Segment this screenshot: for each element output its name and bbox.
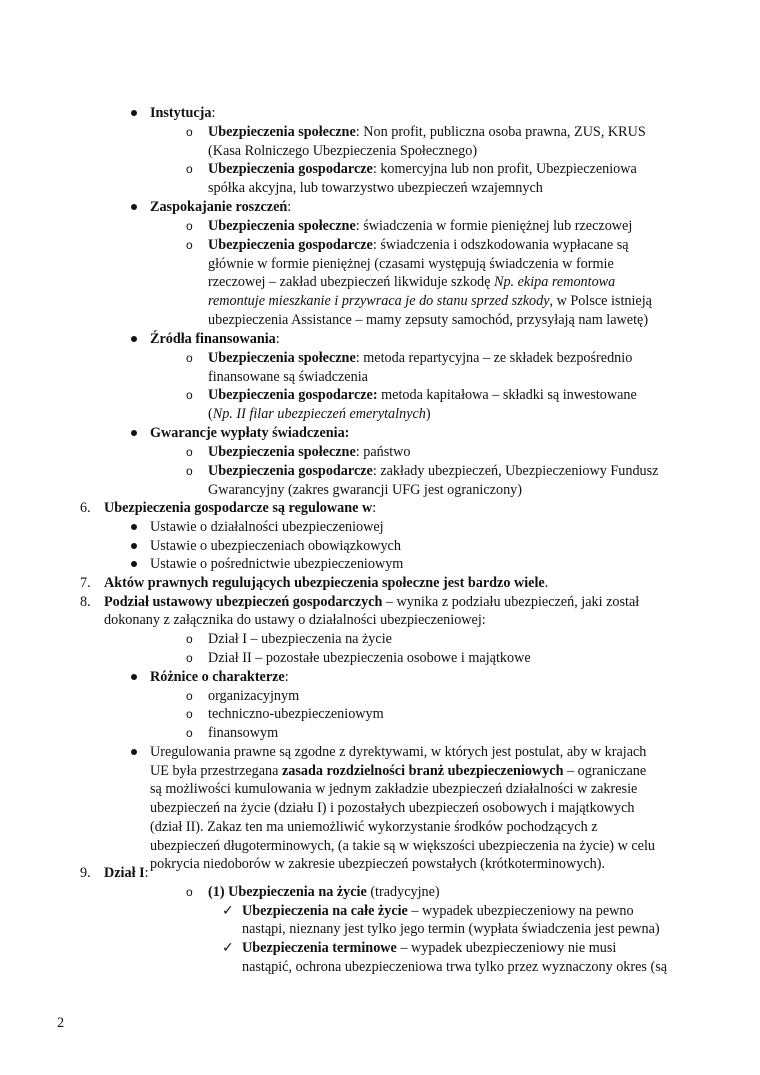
text-line: Ubezpieczenia gospodarcze: zakłady ubezpieczeń, Ubezpieczeniowy Fundusz	[208, 463, 659, 479]
checkmark-icon: ✓	[222, 903, 234, 919]
text-line: Ubezpieczenia społeczne: Non profit, publiczna osoba prawna, ZUS, KRUS	[208, 124, 646, 140]
text-line: pokrycia niedoborów w zakresie ubezpieczeń powstałych (krótkoterminowych).	[150, 856, 606, 872]
text-line: nastąpić, ochrona ubezpieczeniowa trwa tylko przez wyznaczony okres (są	[242, 959, 668, 975]
text-line: Ubezpieczenia społeczne: świadczenia w formie pieniężnej lub rzeczowej	[208, 218, 633, 234]
heading-item-8: Podział ustawowy ubezpieczeń gospodarczych – wynika z podziału ubezpieczeń, jaki został	[104, 594, 640, 610]
sub-bullet-circle: o	[186, 445, 193, 459]
sub-bullet-circle: o	[186, 388, 193, 402]
text-line: ubezpieczeń długoterminowych, (a takie są w większości ubezpieczenia na życie) w celu	[150, 838, 656, 854]
text-line: Ubezpieczenia gospodarcze: komercyjna lub non profit, Ubezpieczeniowa	[208, 161, 637, 177]
text-line: (dział II). Zakaz ten ma uniemożliwić wykorzystanie środków pochodzących z	[150, 819, 598, 835]
sub-bullet-circle: o	[186, 632, 193, 646]
sub-bullet-circle: o	[186, 689, 193, 703]
text-line: ubezpieczenia Assistance – mamy zepsuty samochód, przysyłają nam lawetę)	[208, 312, 649, 328]
text-line: (Np. II filar ubezpieczeń emerytalnych)	[208, 406, 431, 422]
text-line: Ubezpieczenia gospodarcze: metoda kapitałowa – składki są inwestowane	[208, 387, 637, 403]
heading-item-7: Aktów prawnych regulujących ubezpieczenia społeczne jest bardzo wiele.	[104, 575, 549, 591]
text-line: (Kasa Rolniczego Ubezpieczenia Społecznego)	[208, 143, 478, 159]
text-line: Dział I – ubezpieczenia na życie	[208, 631, 392, 647]
text-line: Ubezpieczenia społeczne: metoda repartycyjna – ze składek bezpośrednio	[208, 350, 633, 366]
heading-zaspokajanie: Zaspokajanie roszczeń:	[150, 199, 292, 215]
text-line: głównie w formie pieniężnej (czasami występują świadczenia w formie	[208, 256, 614, 272]
sub-bullet-circle: o	[186, 125, 193, 139]
text-line: finansowane są świadczenia	[208, 369, 368, 385]
bullet-dot	[131, 524, 137, 530]
sub-bullet-circle: o	[186, 351, 193, 365]
bullet-dot	[131, 674, 137, 680]
text-line: spółka akcyjna, lub towarzystwo ubezpieczeń wzajemnych	[208, 180, 543, 196]
text-line: są możliwości kumulowania w jednym zakładzie ubezpieczeń działalności w zakresie	[150, 781, 638, 797]
sub-bullet-circle: o	[186, 219, 193, 233]
text-line: finansowym	[208, 725, 279, 741]
text-line: Ustawie o działalności ubezpieczeniowej	[150, 519, 384, 535]
list-number: 8.	[80, 594, 91, 610]
bullet-dot	[131, 749, 137, 755]
text-line: Gwarancyjny (zakres gwarancji UFG jest ograniczony)	[208, 482, 522, 498]
text-line: rzeczowej – zakład ubezpieczeń likwiduje szkodę Np. ekipa remontowa	[208, 274, 616, 290]
text-line: techniczno-ubezpieczeniowym	[208, 706, 384, 722]
heading-instytucja: Instytucja:	[150, 105, 216, 121]
page-number: 2	[57, 1015, 65, 1031]
text-line: Dział II – pozostałe ubezpieczenia osobowe i majątkowe	[208, 650, 531, 666]
text-line: UE była przestrzegana zasada rozdzielności branż ubezpieczeniowych – ograniczane	[150, 763, 647, 779]
checkmark-icon: ✓	[222, 940, 234, 956]
text-line: Ustawie o ubezpieczeniach obowiązkowych	[150, 538, 401, 554]
sub-bullet-circle: o	[186, 885, 193, 899]
heading-gwarancje: Gwarancje wypłaty świadczenia:	[150, 425, 350, 441]
text-line: remontuje mieszkanie i przywraca je do stanu sprzed szkody, w Polsce istnieją	[208, 293, 652, 309]
list-number: 6.	[80, 500, 91, 516]
bullet-dot	[131, 110, 137, 116]
bullet-dot	[131, 430, 137, 436]
heading-item-6: Ubezpieczenia gospodarcze są regulowane w:	[104, 500, 377, 516]
heading-item-9: Dział I:	[104, 865, 149, 881]
sub-bullet-circle: o	[186, 464, 193, 478]
list-number: 7.	[80, 575, 91, 591]
text-line: Ubezpieczenia terminowe – wypadek ubezpieczeniowy nie musi	[242, 940, 617, 956]
bullet-dot	[131, 543, 137, 549]
heading-zrodla: Źródła finansowania:	[150, 331, 280, 347]
bullet-dot	[131, 204, 137, 210]
text-line: Ustawie o pośrednictwie ubezpieczeniowym	[150, 556, 404, 572]
text-line: dokonany z załącznika do ustawy o działalności ubezpieczeniowej:	[104, 612, 486, 628]
text-line: Uregulowania prawne są zgodne z dyrektywami, w których jest postulat, aby w krajach	[150, 744, 647, 760]
text-line: Ubezpieczenia na całe życie – wypadek ubezpieczeniowy na pewno	[242, 903, 634, 919]
list-number: 9.	[80, 865, 91, 881]
text-line: Ubezpieczenia społeczne: państwo	[208, 444, 411, 460]
text-line: Ubezpieczenia gospodarcze: świadczenia i odszkodowania wypłacane są	[208, 237, 629, 253]
bullet-dot	[131, 336, 137, 342]
text-line: (1) Ubezpieczenia na życie (tradycyjne)	[208, 884, 440, 900]
heading-roznice: Różnice o charakterze:	[150, 669, 289, 685]
text-line: ubezpieczeń na życie (działu I) i pozostałych ubezpieczeń osobowych i majątkowych	[150, 800, 635, 816]
sub-bullet-circle: o	[186, 651, 193, 665]
bullet-dot	[131, 561, 137, 567]
text-line: organizacyjnym	[208, 688, 300, 704]
sub-bullet-circle: o	[186, 726, 193, 740]
sub-bullet-circle: o	[186, 238, 193, 252]
text-line: nastąpi, nieznany jest tylko jego termin (wypłata świadczenia jest pewna)	[242, 921, 660, 937]
sub-bullet-circle: o	[186, 707, 193, 721]
sub-bullet-circle: o	[186, 162, 193, 176]
